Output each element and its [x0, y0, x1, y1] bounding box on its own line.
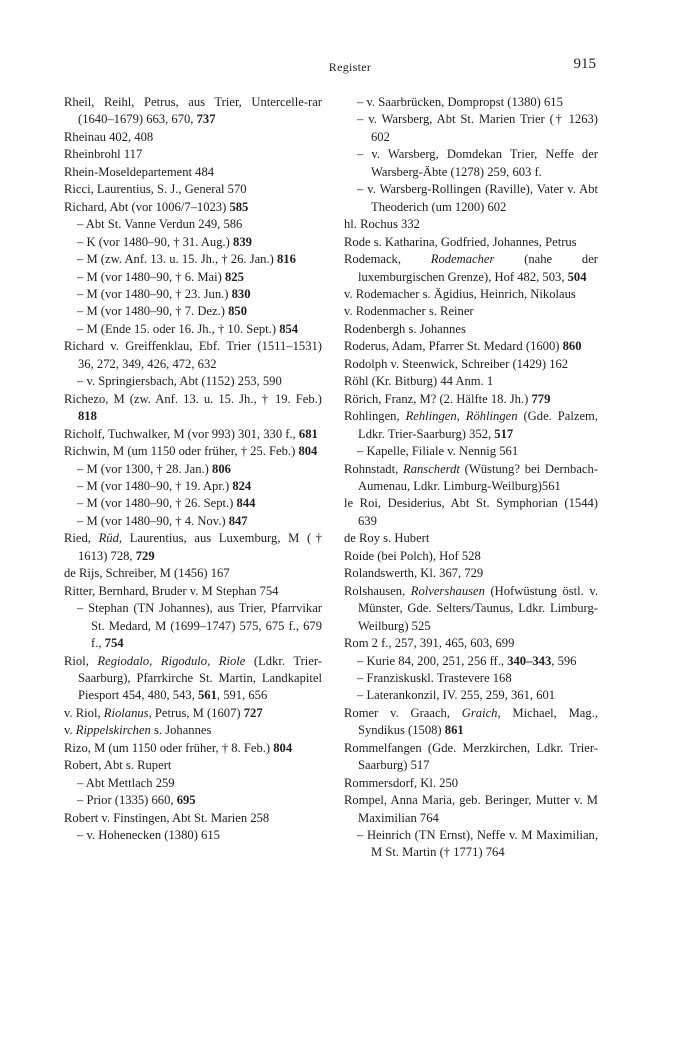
index-subentry: – v. Warsberg, Abt St. Marien Trier († 1263) 602 — [357, 112, 598, 144]
index-subentry: – Kurie 84, 200, 251, 256 ff., 340–343, 596 — [357, 653, 577, 668]
index-entry: Ried, Rüd, Laurentius, aus Luxemburg, M († 1613) 728, 729 — [64, 531, 322, 563]
index-subentry: – M (vor 1480–90, † 19. Apr.) 824 — [77, 478, 252, 493]
index-entry: Roderus, Adam, Pfarrer St. Medard (1600) 860 — [344, 339, 582, 354]
running-header-title: Register — [328, 60, 372, 74]
index-entry: Rohlingen, Rehlingen, Röhlingen (Gde. Palzem, Ldkr. Trier-Saarburg) 352, 517 — [344, 409, 598, 441]
index-entry: Rodolph v. Steenwick, Schreiber (1429) 162 — [344, 356, 569, 371]
index-subentry: – M (vor 1480–90, † 7. Dez.) 850 — [77, 304, 247, 319]
index-entry: v. Riol, Riolanus, Petrus, M (1607) 727 — [64, 705, 263, 720]
index-column-left — [64, 94, 322, 844]
index-entry: Richwin, M (um 1150 oder früher, † 25. Feb.) 804 — [64, 444, 318, 459]
index-subentry: – M (vor 1480–90, † 4. Nov.) 847 — [77, 513, 248, 528]
index-entry: Rohnstadt, Ranscherdt (Wüstung? bei Dernbach-Aumenau, Ldkr. Limburg-Weilburg)561 — [344, 461, 599, 493]
index-entry: Robert, Abt s. Rupert — [64, 758, 172, 773]
index-subentry: – M (Ende 15. oder 16. Jh., † 10. Sept.) 854 — [77, 321, 299, 336]
index-entry: de Rijs, Schreiber, M (1456) 167 — [64, 566, 230, 581]
index-entry: Rodemack, Rodemacher (nahe der luxemburgischen Grenze), Hof 482, 503, 504 — [344, 252, 598, 284]
index-subentry: – Stephan (TN Johannes), aus Trier, Pfarrvikar St. Medard, M (1699–1747) 575, 675 f., 679 f., 754 — [77, 601, 322, 651]
index-subentry: – Abt St. Vanne Verdun 249, 586 — [77, 217, 243, 232]
index-subentry: – M (vor 1300, † 28. Jan.) 806 — [77, 461, 231, 476]
index-entry: hl. Rochus 332 — [344, 217, 420, 232]
index-column-right — [344, 94, 598, 862]
index-subentry: – Laterankonzil, IV. 255, 259, 361, 601 — [357, 688, 556, 703]
index-subentry: – M (zw. Anf. 13. u. 15. Jh., † 26. Jan.) 816 — [77, 252, 296, 267]
index-subentry: – K (vor 1480–90, † 31. Aug.) 839 — [77, 234, 252, 249]
index-subentry: – Prior (1335) 660, 695 — [77, 793, 196, 808]
index-entry: Rizo, M (um 1150 oder früher, † 8. Feb.) 804 — [64, 740, 293, 755]
page-number: 915 — [573, 56, 596, 72]
index-subentry: – Franziskuskl. Trastevere 168 — [357, 670, 512, 685]
index-subentry: – M (vor 1480–90, † 23. Jun.) 830 — [77, 286, 251, 301]
index-entry: Rhein-Moseldepartement 484 — [64, 164, 215, 179]
index-entry: Richard v. Greiffenklau, Ebf. Trier (1511–1531) 36, 272, 349, 426, 472, 632 — [64, 339, 322, 371]
index-subentry: – v. Saarbrücken, Dompropst (1380) 615 — [357, 95, 563, 109]
index-subentry: – Abt Mettlach 259 — [77, 775, 175, 790]
index-subentry: – Heinrich (TN Ernst), Neffe v. M Maximilian, M St. Martin († 1771) 764 — [357, 828, 598, 860]
index-entry: Rode s. Katharina, Godfried, Johannes, Petrus — [344, 234, 577, 249]
index-entry: Ricci, Laurentius, S. J., General 570 — [64, 182, 247, 197]
index-entry: Romer v. Graach, Graich, Michael, Mag., Syndikus (1508) 861 — [344, 705, 598, 738]
index-entry: v. Rodemacher s. Ägidius, Heinrich, Nikolaus — [344, 286, 576, 301]
index-entry: Rheil, Reihl, Petrus, aus Trier, Untercelle-rar (1640–1679) 663, 670, 737 — [64, 95, 322, 127]
index-entry: Ritter, Bernhard, Bruder v. M Stephan 754 — [64, 583, 279, 598]
index-subentry: – Kapelle, Filiale v. Nennig 561 — [357, 444, 519, 459]
index-entry: v. Rodenmacher s. Reiner — [344, 304, 474, 319]
index-subentry: – v. Warsberg, Domdekan Trier, Neffe der Warsberg-Äbte (1278) 259, 603 f. — [357, 147, 598, 179]
index-entry: Rolshausen, Rolvershausen (Hofwüstung östl. v. Münster, Gde. Selters/Taunus, Ldkr. Limburg-Weilburg) 525 — [344, 583, 598, 633]
index-subentry: – v. Springiersbach, Abt (1152) 253, 590 — [77, 374, 282, 389]
index-entry: Rheinau 402, 408 — [64, 129, 154, 144]
index-entry: Rodenbergh s. Johannes — [344, 321, 466, 336]
index-subentry: – v. Warsberg-Rollingen (Raville), Vater v. Abt Theoderich (um 1200) 602 — [357, 182, 598, 214]
index-entry: Rheinbrohl 117 — [64, 147, 143, 162]
index-entry: Roide (bei Polch), Hof 528 — [344, 548, 481, 563]
index-entry: Richard, Abt (vor 1006/7–1023) 585 — [64, 199, 249, 214]
index-entry: Rörich, Franz, M? (2. Hälfte 18. Jh.) 779 — [344, 391, 551, 406]
index-entry: Richolf, Tuchwalker, M (vor 993) 301, 330 f., 681 — [64, 426, 318, 441]
index-entry: Rompel, Anna Maria, geb. Beringer, Mutter v. M Maximilian 764 — [344, 793, 598, 825]
index-entry: Robert v. Finstingen, Abt St. Marien 258 — [64, 810, 270, 825]
index-entry: Rom 2 f., 257, 391, 465, 603, 699 — [344, 636, 515, 651]
index-entry: Richezo, M (zw. Anf. 13. u. 15. Jh., † 19. Feb.) 818 — [64, 391, 322, 424]
index-entry: v. Rippelskirchen s. Johannes — [64, 723, 212, 738]
index-entry: Rolandswerth, Kl. 367, 729 — [344, 566, 484, 581]
index-entry: Rommersdorf, Kl. 250 — [344, 775, 459, 790]
index-subentry: – v. Hohenecken (1380) 615 — [77, 828, 220, 843]
index-subentry: – M (vor 1480–90, † 26. Sept.) 844 — [77, 496, 256, 511]
index-entry: de Roy s. Hubert — [344, 531, 430, 546]
index-entry: Röhl (Kr. Bitburg) 44 Anm. 1 — [344, 374, 494, 389]
index-entry: Rommelfangen (Gde. Merzkirchen, Ldkr. Trier-Saarburg) 517 — [344, 740, 598, 773]
index-subentry: – M (vor 1480–90, † 6. Mai) 825 — [77, 269, 244, 284]
index-entry: le Roi, Desiderius, Abt St. Symphorian (1544) 639 — [344, 496, 598, 528]
index-entry: Riol, Regiodalo, Rigodulo, Riole (Ldkr. Trier-Saarburg), Pfarrkirche St. Martin, Landkapitel Piesport 454, 480, 543, 561, 591, 656 — [64, 653, 323, 703]
